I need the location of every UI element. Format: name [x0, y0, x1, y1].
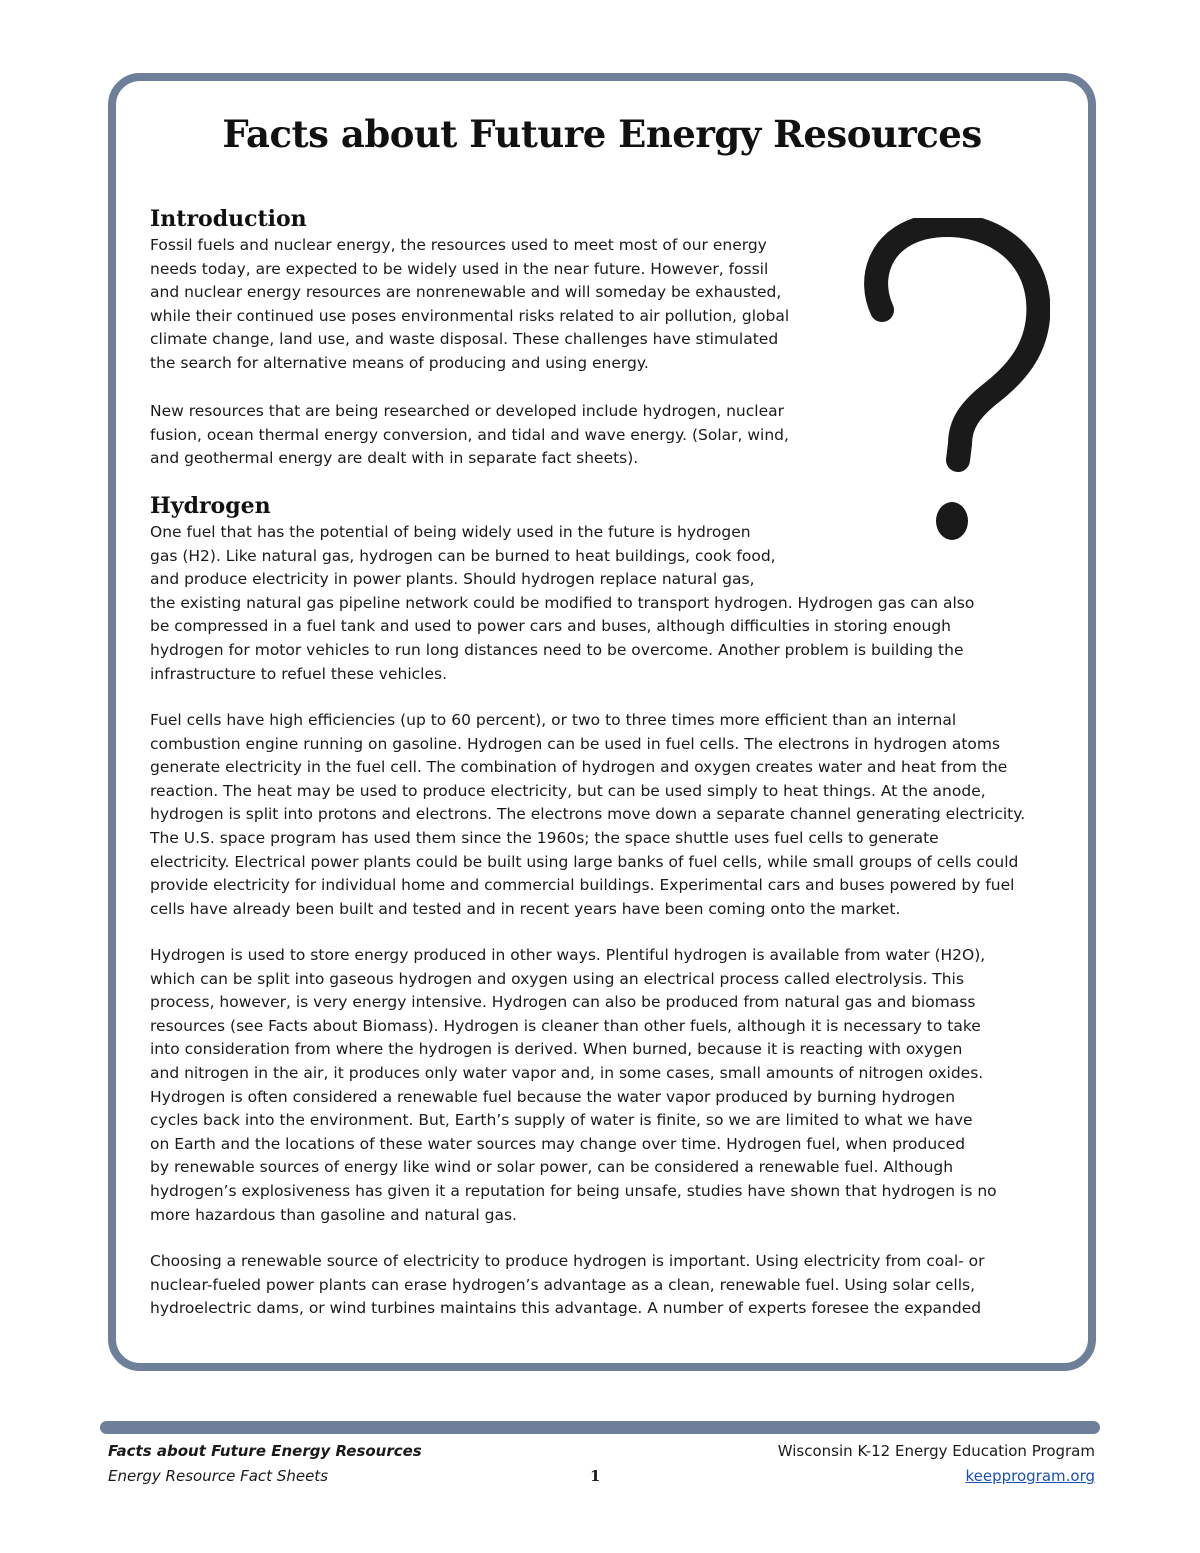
hydrogen-paragraph-2: Fuel cells have high efficiencies (up to 60 percent), or two to three times more efficient than an internal combustion engine running on gasoline. Hydrogen can be used in fuel cells. The electrons in hydrogen atoms generate electricity in the fuel cell. The combination of hydrogen and oxygen creates water and heat from the reaction. The heat may be used to produce electricity, but can be used simply to heat things. At the anode, hydrogen is split into protons and electrons. The electrons move down a separate channel generating electricity. The U.S. space program has used them since the 1960s; the space shuttle uses fuel cells to generate electricity. Electrical power plants could be built using large banks of fuel cells, while small groups of cells could provide electricity for individual home and commercial buildings. Experimental cars and buses powered by fuel cells have already been built and tested and in recent years have been coming onto the market. — [150, 711, 1026, 918]
footer-website-link[interactable]: keepprogram.org — [965, 1467, 1095, 1485]
footer-doc-title: Facts about Future Energy Resources — [108, 1442, 422, 1460]
question-mark-icon — [860, 218, 1050, 548]
hydrogen-paragraph-4: Choosing a renewable source of electricity to produce hydrogen is important. Using electricity from coal- or nuclear-fueled power plants can erase hydrogen’s advantage as a clean, renewable fuel. Using solar cells, hydroelectric dams, or wind turbines maintains this advantage. A number of experts foresee the expanded — [150, 1252, 985, 1318]
hydrogen-paragraph-3: Hydrogen is used to store energy produced in other ways. Plentiful hydrogen is available from water (H2O), which can be split into gaseous hydrogen and oxygen using an electrical process called electrolysis. This process, however, is very energy intensive. Hydrogen can also be produced from natural gas and biomass resources (see Facts about Biomass). Hydrogen is cleaner than other fuels, although it is necessary to take into consideration from where the hydrogen is derived. When burned, because it is reacting with oxygen and nitrogen in the air, it produces only water vapor and, in some cases, small amounts of nitrogen oxides. Hydrogen is often considered a renewable fuel because the water vapor produced by burning hydrogen cycles back into the environment. But, Earth’s supply of water is finite, so we are limited to what we have on Earth and the locations of these water sources may change over time. Hydrogen fuel, when produced by renewable sources of energy like wind or solar power, can be considered a renewable fuel. Although hydrogen’s explosiveness has given it a reputation for being unsafe, studies have shown that hydrogen is no more hazardous than gasoline and natural gas. — [150, 946, 997, 1224]
footer-series: Energy Resource Fact Sheets — [108, 1467, 329, 1485]
footer-page-number: 1 — [590, 1467, 601, 1485]
footer-program-name: Wisconsin K-12 Energy Education Program — [777, 1442, 1095, 1460]
footer-divider-bar — [100, 1421, 1100, 1434]
hydrogen-paragraph-1: One fuel that has the potential of being widely used in the future is hydrogen gas (H2). Like natural gas, hydrogen can be burned to heat buildings, cook food, and produce electricity in power plants. Should hydrogen replace natural gas, the existing natural gas pipeline network could be modified to transport hydrogen. Hydrogen gas can also be compressed in a fuel tank and used to power cars and buses, although difficulties in storing enough hydrogen for motor vehicles to run long distances need to be overcome. Another problem is building the infrastructure to refuel these vehicles. — [150, 523, 975, 683]
introduction-paragraph-2: New resources that are being researched or developed include hydrogen, nuclear fusion, ocean thermal energy conversion, and tidal and wave energy. (Solar, wind, and geothermal energy are dealt with in separate fact sheets). — [150, 402, 789, 468]
hydrogen-heading: Hydrogen — [150, 493, 271, 519]
introduction-heading: Introduction — [150, 206, 307, 232]
introduction-paragraph-1: Fossil fuels and nuclear energy, the resources used to meet most of our energy needs today, are expected to be widely used in the near future. However, fossil and nuclear energy resources are nonrenewable and will someday be exhausted, while their continued use poses environmental risks related to air pollution, global climate change, land use, and waste disposal. These challenges have stimulated the search for alternative means of producing and using energy. — [150, 236, 790, 372]
page-title: Facts about Future Energy Resources — [222, 112, 982, 156]
